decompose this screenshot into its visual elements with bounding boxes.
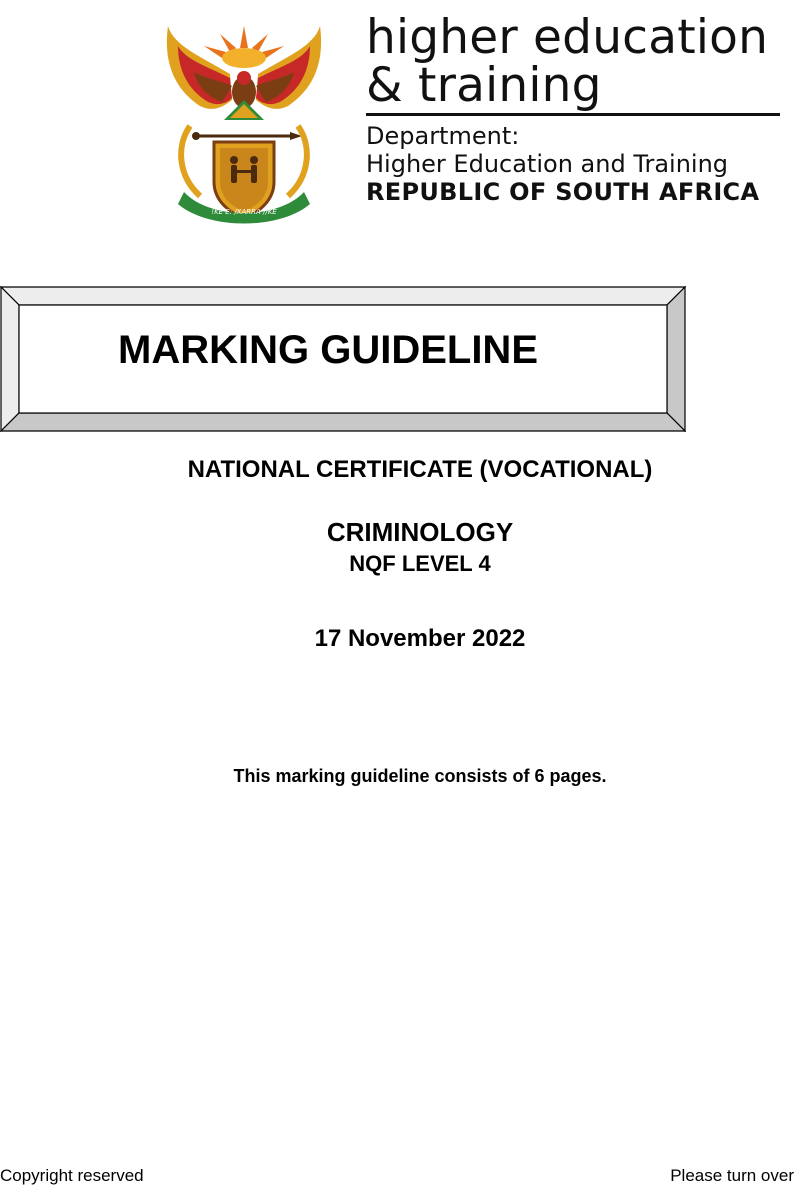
svg-text:!KE E: /XARRA //KE: !KE E: /XARRA //KE xyxy=(211,208,277,216)
nqf-level: NQF LEVEL 4 xyxy=(349,551,491,576)
department-name: Higher Education and Training xyxy=(366,150,729,178)
department-wordmark-line2: & training xyxy=(366,58,602,113)
department-label: Department: xyxy=(366,122,520,150)
footer-turn-over: Please turn over xyxy=(670,1166,794,1185)
document-title-text: MARKING GUIDELINE xyxy=(118,328,538,372)
footer-copyright: Copyright reserved xyxy=(0,1166,144,1185)
department-wordmark-line1: higher education xyxy=(366,10,769,65)
header-divider xyxy=(366,113,780,116)
coat-of-arms-logo xyxy=(160,16,328,226)
exam-date: 17 November 2022 xyxy=(314,625,526,652)
document-title xyxy=(0,330,686,370)
subject-name: CRIMINOLOGY xyxy=(326,517,514,547)
country-name: REPUBLIC OF SOUTH AFRICA xyxy=(366,178,760,206)
certificate-name: NATIONAL CERTIFICATE (VOCATIONAL) xyxy=(187,456,653,483)
page-count-note: This marking guideline consists of 6 pages. xyxy=(233,766,607,786)
